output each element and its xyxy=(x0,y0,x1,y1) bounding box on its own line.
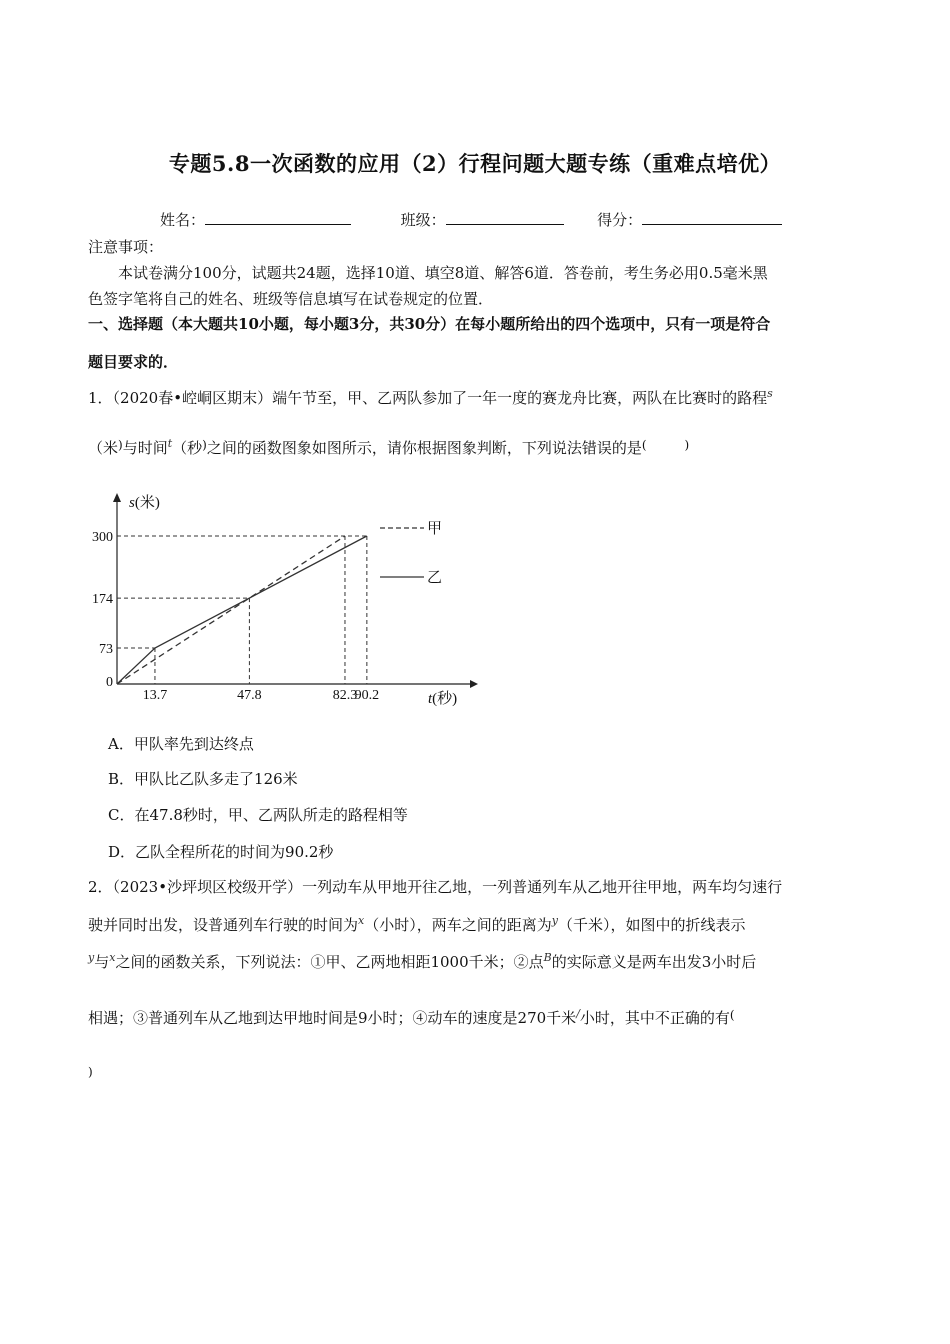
q1-option-b[interactable]: B．甲队比乙队多走了126米 xyxy=(108,770,298,788)
y-axis-label: s(米) xyxy=(129,495,160,511)
q1-chart xyxy=(80,488,500,718)
section-heading-line-2: 题目要求的． xyxy=(88,353,179,371)
notice-line-1: 本试卷满分100分，试题共24题，选择10道、填空8道、解答6道．答卷前，考生务必用0.5毫米黑 xyxy=(118,264,768,282)
var-t: t xyxy=(167,437,173,450)
q2-stem-line-1: 2．（2023•沙坪坝区校级开学）一列动车从甲地开往乙地，一列普通列车从乙地开往甲地，两车均匀速行 xyxy=(88,878,783,896)
q2-stem-line-2: 驶并同时出发，设普通列车行驶的时间为$^x$（小时），两车之间的距离为$^y$（千米），如图中的折线表示 xyxy=(88,914,746,934)
q1-stem-line-2: （米)与时间$^t$（秒)之间的函数图象如图所示，请你根据图象判断，下列说法错误的是( ) xyxy=(88,437,690,457)
var-x: x xyxy=(358,914,365,927)
q2-stem-line-3: $^y$与$^x$之间的函数关系，下列说法：①甲、乙两地相距1000千米；②点$^B$的实际意义是两车出发3小时后 xyxy=(88,951,757,971)
q1-option-c[interactable]: C．在47.8秒时，甲、乙两队所走的路程相等 xyxy=(108,806,408,824)
q1-stem-line-1: 1．（2020春•崆峒区期末）端午节至，甲、乙两队参加了一年一度的赛龙舟比赛，两队在比赛时的路程$^s$ xyxy=(88,387,773,407)
x-axis-arrow xyxy=(470,680,478,688)
var-s: s xyxy=(767,387,773,400)
x-tick-label: 90.2 xyxy=(354,688,380,703)
name-label: 姓名： xyxy=(160,211,206,229)
y-tick-label: 73 xyxy=(99,641,113,657)
score-label: 得分： xyxy=(597,211,643,229)
x-tick-label: 47.8 xyxy=(237,688,262,703)
legend-label-yi: 乙 xyxy=(427,570,443,586)
series-line-jia xyxy=(117,536,345,684)
notice-heading: 注意事项： xyxy=(88,238,164,256)
page-title: 专题5.8一次函数的应用（2）行程问题大题专练（重难点培优） xyxy=(168,151,782,176)
origin-label: 0 xyxy=(106,675,113,690)
q1-option-d[interactable]: D．乙队全程所花的时间为90.2秒 xyxy=(108,843,334,861)
x-axis-label: t(秒) xyxy=(428,691,458,707)
x-tick-label: 82.3 xyxy=(332,688,358,703)
legend-label-jia: 甲 xyxy=(427,521,443,537)
y-tick-label: 174 xyxy=(92,592,113,608)
series-line-yi xyxy=(117,536,367,684)
q2-stem-line-5: ) xyxy=(88,1065,93,1079)
notice-line-2: 色签字笔将自己的姓名、班级等信息填写在试卷规定的位置． xyxy=(88,290,494,308)
y-tick-label: 300 xyxy=(92,530,113,546)
class-blank[interactable] xyxy=(446,210,564,225)
q2-stem-line-4: 相遇；③普通列车从乙地到达甲地时间是9小时；④动车的速度是270千米/小时，其中不正确的有( xyxy=(88,1007,735,1027)
class-label: 班级： xyxy=(400,211,446,229)
var-B: B xyxy=(543,951,552,964)
var-y: y xyxy=(551,914,558,927)
section-heading-line-1: 一、选择题（本大题共10小题，每小题3分，共30分）在每小题所给出的四个选项中，只有一项是符合 xyxy=(88,315,771,333)
y-axis-arrow xyxy=(113,493,121,502)
name-blank[interactable] xyxy=(205,210,351,225)
q1-option-a[interactable]: A．甲队率先到达终点 xyxy=(108,735,254,753)
x-tick-label: 13.7 xyxy=(142,688,168,703)
score-blank[interactable] xyxy=(642,210,782,225)
student-info-row xyxy=(160,209,782,230)
